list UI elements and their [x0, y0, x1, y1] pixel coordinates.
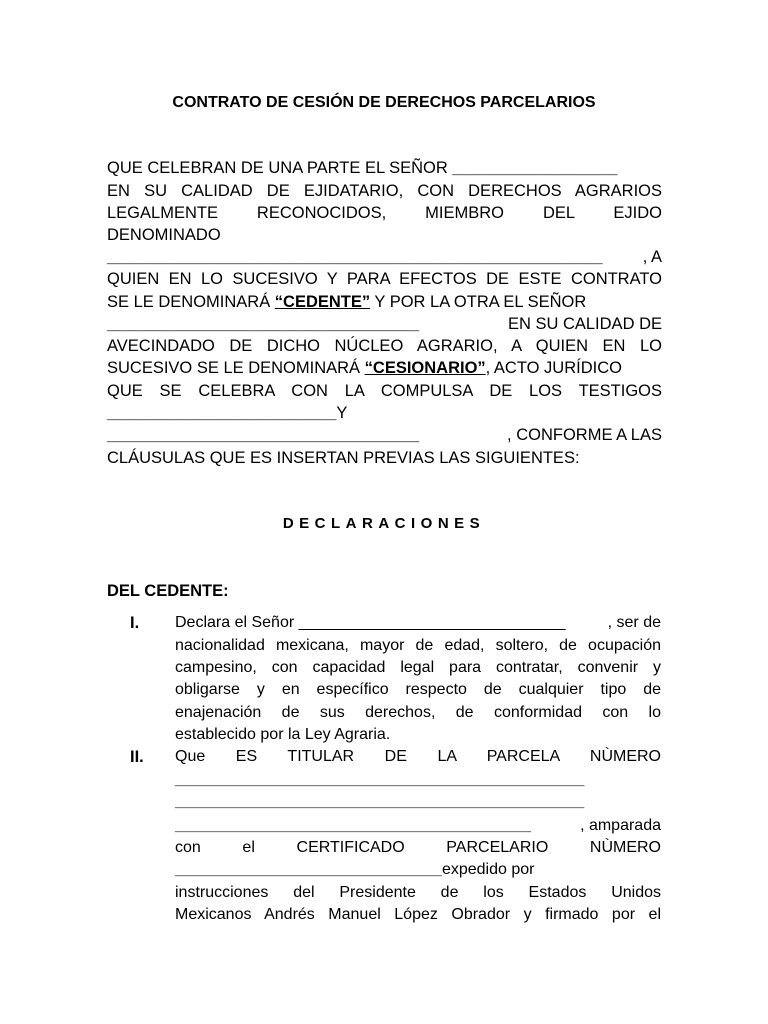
intro-text: QUE CELEBRAN DE UNA PARTE EL SEÑOR	[107, 159, 453, 177]
intro-line-6: QUIEN EN LO SUCESIVO Y PARA EFECTOS DE ESTE CONTRATO	[107, 270, 662, 288]
item-line: establecido por la Ley Agraria.	[175, 726, 391, 743]
item-text: , ser de	[607, 614, 661, 631]
intro-line-8	[107, 313, 662, 335]
intro-line-7	[107, 291, 662, 313]
intro-text: Y POR LA OTRA EL SEÑOR	[370, 293, 587, 311]
intro-line-14: CLÁUSULAS QUE ES INSERTAN PREVIAS LAS SIGUIENTES:	[107, 449, 580, 467]
intro-line-9: AVECINDADO DE DICHO NÚCLEO AGRARIO, A QUIEN EN LO	[107, 337, 662, 355]
parcel-blank: ______________________________________________	[175, 793, 585, 810]
cesionario-term: “CESIONARIO”	[364, 359, 486, 377]
intro-line-3: LEGALMENTE RECONOCIDOS, MIEMBRO DEL EJIDO	[107, 204, 662, 222]
intro-text: EN SU CALIDAD DE	[507, 315, 662, 333]
item-line	[175, 859, 661, 881]
intro-line-13	[107, 424, 662, 446]
item-numeral: II.	[130, 748, 144, 766]
intro-text: Y	[336, 404, 348, 422]
item-line: instrucciones del Presidente de los Estados Unidos	[175, 884, 661, 901]
item-line	[175, 791, 661, 813]
intro-line-2: EN SU CALIDAD DE EJIDATARIO, CON DERECHOS AGRARIOS	[107, 182, 662, 200]
parcel-blank: ________________________________________	[175, 817, 531, 834]
section-heading: DEL CEDENTE:	[107, 582, 229, 600]
certificate-blank: ______________________________	[175, 861, 442, 878]
item-line	[175, 815, 661, 837]
intro-text: , A	[642, 248, 662, 266]
intro-line-5	[107, 246, 662, 268]
declarations-heading: DECLARACIONES	[282, 515, 486, 532]
item-line	[175, 769, 661, 791]
item-line	[175, 612, 661, 634]
intro-text: SE LE DENOMINARÁ	[107, 293, 275, 311]
document-title: CONTRATO DE CESIÓN DE DERECHOS PARCELARIOS	[172, 94, 596, 111]
intro-text: , ACTO JURÍDICO	[485, 359, 622, 377]
item-line: Mexicanos Andrés Manuel López Obrador y firmado por el	[175, 906, 661, 923]
intro-line-10	[107, 357, 662, 379]
item-text: , amparada	[580, 817, 661, 834]
name-blank: ______________________________	[298, 614, 566, 631]
item-text: expedido por	[441, 861, 535, 878]
cedente-term: “CEDENTE”	[274, 293, 371, 311]
ejido-blank: ______________________________________________________	[107, 248, 603, 266]
item-line: obligarse y en específico respecto de cualquier tipo de	[175, 681, 661, 698]
intro-text: SUCESIVO SE LE DENOMINARÁ	[107, 359, 365, 377]
intro-line-4: DENOMINADO	[107, 226, 221, 244]
witness-blank: __________________________________	[107, 426, 420, 444]
item-line: enajenación de sus derechos, de conformidad con lo	[175, 704, 661, 721]
intro-line-1	[107, 157, 662, 179]
item-line: nacionalidad mexicana, mayor de edad, soltero, de ocupación	[175, 637, 661, 654]
name-blank: __________________	[452, 159, 618, 177]
intro-line-11: QUE SE CELEBRA CON LA COMPULSA DE LOS TESTIGOS	[107, 382, 662, 400]
item-line: Que ES TITULAR DE LA PARCELA NÙMERO	[175, 748, 661, 765]
parcel-blank: ______________________________________________	[175, 771, 585, 788]
item-text: Declara el Señor	[175, 614, 299, 631]
item-line: con el CERTIFICADO PARCELARIO NÙMERO	[175, 839, 661, 856]
witness-blank: _________________________	[107, 404, 337, 422]
intro-text: , CONFORME A LAS	[507, 426, 662, 444]
name-blank: __________________________________	[107, 315, 420, 333]
item-line: campesino, con capacidad legal para contratar, convenir y	[175, 659, 661, 676]
item-numeral: I.	[130, 614, 140, 632]
intro-line-12	[107, 402, 662, 424]
